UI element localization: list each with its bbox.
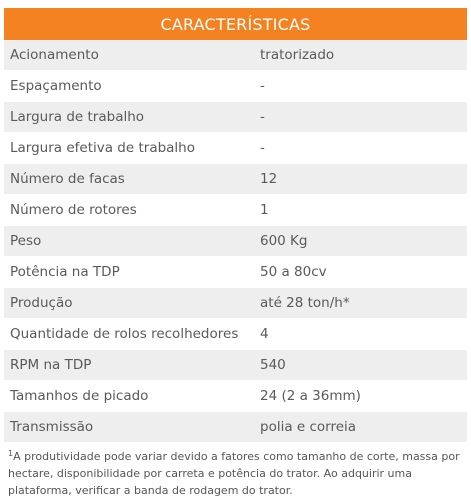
- spec-value: -: [254, 71, 467, 102]
- spec-value: 600 Kg: [254, 226, 467, 257]
- section-title: CARACTERÍSTICAS: [4, 8, 467, 40]
- spec-label: Transmissão: [4, 412, 254, 443]
- table-row: [4, 412, 467, 443]
- spec-value: 540: [254, 350, 467, 381]
- spec-label: Largura efetiva de trabalho: [4, 133, 254, 164]
- spec-label: Número de rotores: [4, 195, 254, 226]
- table-row: [4, 102, 467, 133]
- table-row: [4, 133, 467, 164]
- spec-value: 24 (2 a 36mm): [254, 381, 467, 412]
- footnote: [4, 448, 467, 499]
- spec-label: RPM na TDP: [4, 350, 254, 381]
- spec-value: 50 a 80cv: [254, 257, 467, 288]
- table-row: [4, 350, 467, 381]
- footnote-marker: 1: [8, 449, 14, 458]
- spec-value: polia e correia: [254, 412, 467, 443]
- spec-label: Espaçamento: [4, 71, 254, 102]
- spec-label: Potência na TDP: [4, 257, 254, 288]
- table-row: [4, 288, 467, 319]
- footnote-text: A produtividade pode variar devido a fatores como tamanho de corte, massa por hectare, disponibilidade por carreta e potência do trator. Ao adquirir uma plataforma, verificar a banda de rodagem do trator.: [8, 450, 460, 497]
- spec-label: Peso: [4, 226, 254, 257]
- table-row: [4, 71, 467, 102]
- table-row: [4, 381, 467, 412]
- table-row: [4, 319, 467, 350]
- spec-value: -: [254, 102, 467, 133]
- spec-value: 12: [254, 164, 467, 195]
- table-row: [4, 226, 467, 257]
- spec-label: Quantidade de rolos recolhedores: [4, 319, 254, 350]
- table-row: [4, 40, 467, 71]
- spec-value: até 28 ton/h*: [254, 288, 467, 319]
- spec-value: tratorizado: [254, 40, 467, 71]
- spec-label: Acionamento: [4, 40, 254, 71]
- spec-label: Produção: [4, 288, 254, 319]
- specifications-table: [4, 40, 467, 443]
- spec-value: 4: [254, 319, 467, 350]
- table-row: [4, 164, 467, 195]
- table-row: [4, 257, 467, 288]
- spec-label: Tamanhos de picado: [4, 381, 254, 412]
- table-row: [4, 195, 467, 226]
- spec-value: 1: [254, 195, 467, 226]
- spec-label: Número de facas: [4, 164, 254, 195]
- spec-value: -: [254, 133, 467, 164]
- spec-label: Largura de trabalho: [4, 102, 254, 133]
